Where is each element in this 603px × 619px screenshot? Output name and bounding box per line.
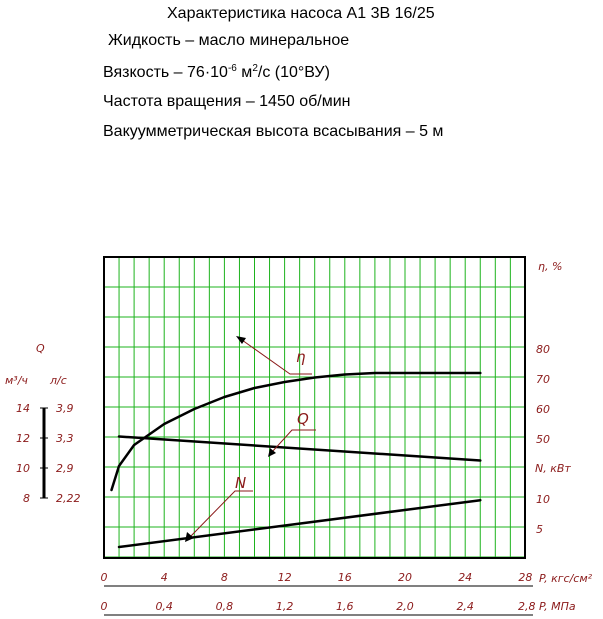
- liquid-line: Жидкость – масло минеральное: [108, 32, 350, 49]
- q-tick-left: 10: [16, 462, 30, 475]
- mpa-axis-label: 2,8 P, МПа: [518, 600, 576, 613]
- q-unit-left: м³/ч: [5, 374, 28, 387]
- p-tick-label: 28: [518, 571, 533, 584]
- q-tick-right: 2,9: [56, 462, 74, 475]
- viscosity-prefix: Вязкость – 76·10: [103, 64, 228, 81]
- n-axis-label: N, кВт: [535, 462, 571, 475]
- q-tick-left: 14: [16, 402, 30, 415]
- n-leader-arrow: [185, 532, 194, 542]
- mpa-tick-label: 0: [100, 600, 108, 613]
- p-tick-label: 4: [160, 571, 168, 584]
- mpa-tick-label: 2,0: [396, 600, 414, 613]
- q-annotation: Q: [297, 410, 309, 428]
- viscosity-exp: -6: [227, 63, 237, 74]
- q-tick-left: 12: [16, 432, 30, 445]
- mpa-tick-label: 0,4: [155, 600, 173, 613]
- n-tick-label: 10: [536, 493, 550, 506]
- n-annotation: N: [235, 474, 247, 492]
- p-tick-label: 0: [100, 571, 108, 584]
- p-axis-label: P, кгс/см²: [539, 572, 593, 585]
- eta-leader-arrow: [236, 336, 246, 344]
- p-tick-label: 20: [398, 571, 412, 584]
- eta-annotation: η: [296, 348, 306, 366]
- suction-line: Вакуумметрическая высота всасывания – 5 м: [103, 123, 444, 140]
- p-tick-label: 12: [277, 571, 292, 584]
- q-tick-right: 3,9: [56, 402, 74, 415]
- q-unit-right: л/с: [50, 374, 67, 387]
- viscosity-unit: м: [236, 64, 253, 81]
- mpa-tick-label: 1,2: [275, 600, 294, 613]
- eta-tick-label: 50: [536, 433, 550, 446]
- p-tick-label: 16: [337, 571, 352, 584]
- eta-tick-label: 80: [536, 343, 550, 356]
- series-group: [112, 373, 481, 547]
- eta-tick-label: 60: [536, 403, 550, 416]
- speed-line: Частота вращения – 1450 об/мин: [103, 93, 351, 110]
- eta-axis-label: η, %: [538, 260, 563, 273]
- q-axis-label: Q: [36, 342, 45, 355]
- n-tick-label: 5: [536, 523, 543, 536]
- chart-title: Характеристика насоса А1 3В 16/25: [167, 5, 435, 22]
- grid: [104, 257, 525, 558]
- mpa-tick-label: 0,8: [215, 600, 234, 613]
- mpa-tick-label: 1,6: [336, 600, 354, 613]
- q-tick-right: 2,22: [56, 492, 81, 505]
- q-tick-right: 3,3: [56, 432, 74, 445]
- q-tick-left: 8: [23, 492, 30, 505]
- p-tick-label: 24: [458, 571, 473, 584]
- p-tick-label: 8: [220, 571, 228, 584]
- annotation-leaders: [185, 336, 316, 542]
- viscosity-unit-exp: 2: [252, 63, 258, 74]
- series-line-eta: [112, 373, 481, 490]
- viscosity-suffix: /с (10°ВУ): [257, 64, 330, 81]
- mpa-tick-label: 2,4: [456, 600, 474, 613]
- eta-tick-label: 70: [536, 373, 550, 386]
